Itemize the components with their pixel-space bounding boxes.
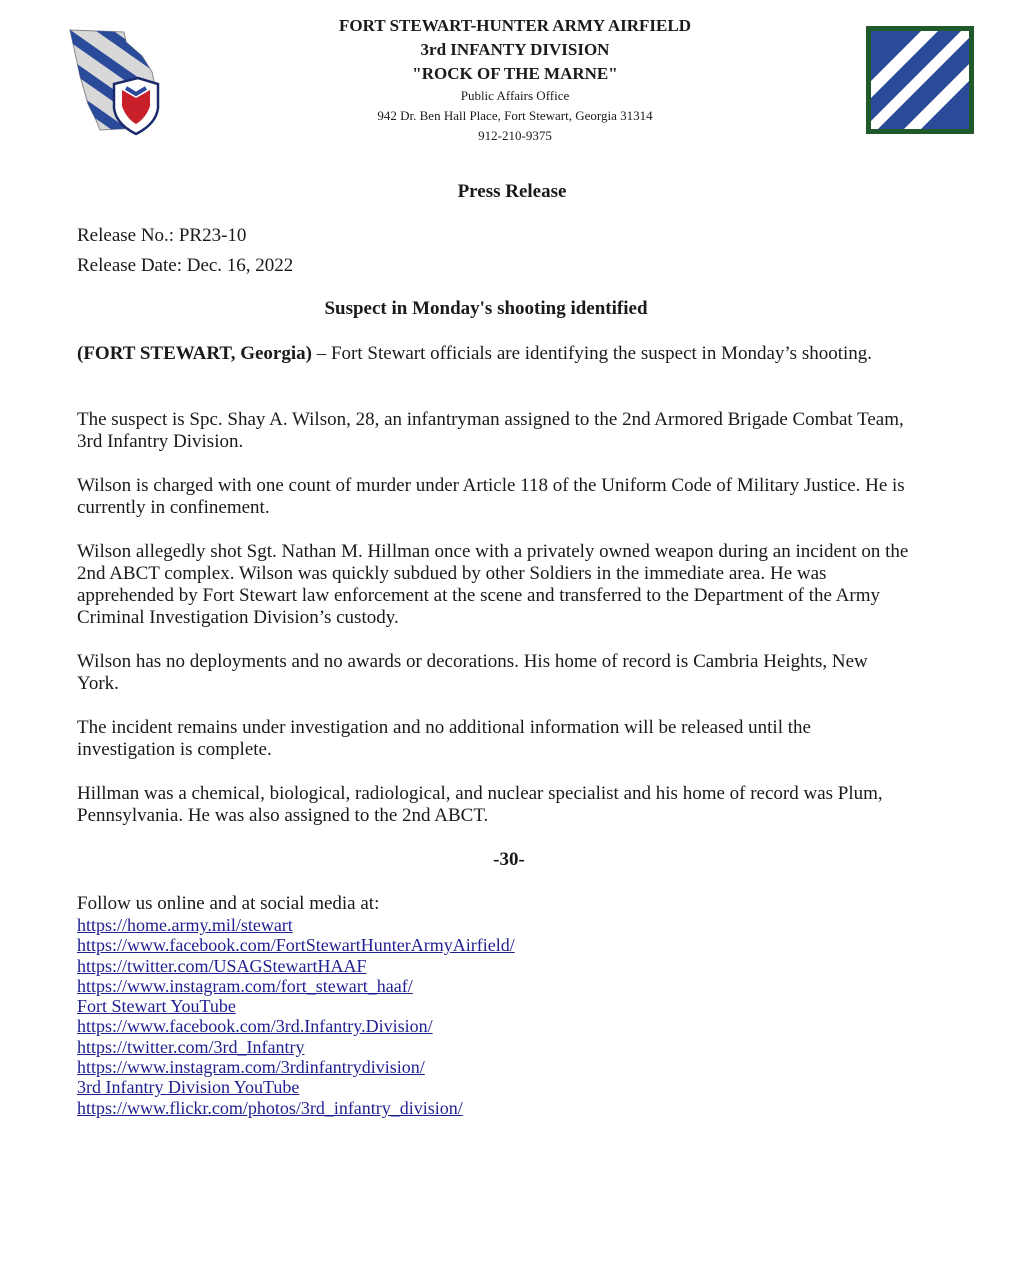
list-item — [77, 1098, 515, 1118]
link-twitter-3rd-infantry[interactable]: https://twitter.com/3rd_Infantry — [77, 1036, 305, 1057]
list-item — [77, 1077, 515, 1097]
georgia-shield-logo — [66, 28, 162, 136]
letterhead-motto: "ROCK OF THE MARNE" — [412, 64, 618, 83]
list-item — [77, 935, 515, 955]
list-item — [77, 956, 515, 976]
paragraph-6: The incident remains under investigation and no additional information will be released until the investigation is complete. — [77, 717, 811, 760]
paragraph-5: Wilson has no deployments and no awards or decorations. His home of record is Cambria Heights, New York. — [77, 651, 868, 694]
letterhead-office: Public Affairs Office — [460, 88, 570, 103]
list-item — [77, 915, 515, 935]
link-facebook-fort-stewart[interactable]: https://www.facebook.com/FortStewartHunterArmyAirfield/ — [77, 935, 515, 956]
list-item — [77, 1057, 515, 1077]
paragraph-2: The suspect is Spc. Shay A. Wilson, 28, an infantryman assigned to the 2nd Armored Brigade Combat Team, 3rd Infantry Division. — [77, 409, 904, 452]
3rd-infantry-division-patch-logo — [866, 26, 974, 134]
link-instagram-3rd-infantry[interactable]: https://www.instagram.com/3rdinfantrydivision/ — [77, 1057, 425, 1078]
link-3rd-infantry-youtube[interactable]: 3rd Infantry Division YouTube — [77, 1077, 300, 1098]
letterhead-installation: FORT STEWART-HUNTER ARMY AIRFIELD — [339, 16, 691, 35]
link-facebook-3rd-infantry[interactable]: https://www.facebook.com/3rd.Infantry.Division/ — [77, 1016, 433, 1037]
link-twitter-usag-stewart[interactable]: https://twitter.com/USAGStewartHAAF — [77, 955, 367, 976]
list-item — [77, 1016, 515, 1036]
list-item — [77, 996, 515, 1016]
letterhead — [250, 14, 780, 146]
paragraph-4: Wilson allegedly shot Sgt. Nathan M. Hillman once with a privately owned weapon during an incident on the 2nd ABCT complex. Wilson was quickly subdued by other Soldiers in the immediate area. He was apprehended by Fort Stewart law enforcement at the scene and transferred to the Department of the Army Criminal Investigation Division’s custody. — [77, 541, 909, 628]
letterhead-division: 3rd INFANTY DIVISION — [420, 40, 610, 59]
social-links-list — [77, 915, 515, 1118]
link-instagram-fort-stewart[interactable]: https://www.instagram.com/fort_stewart_haaf/ — [77, 975, 413, 996]
dateline: (FORT STEWART, Georgia) — [77, 343, 312, 364]
division-patch-graphic — [866, 26, 974, 134]
headline: Suspect in Monday's shooting identified — [324, 298, 648, 319]
paragraph-1-text: – Fort Stewart officials are identifying the suspect in Monday’s shooting. — [311, 343, 873, 364]
paragraph-3: Wilson is charged with one count of murder under Article 118 of the Uniform Code of Military Justice. He is currently in confinement. — [77, 475, 905, 518]
paragraph-7: Hillman was a chemical, biological, radiological, and nuclear specialist and his home of record was Plum, Pennsylvania. He was also assigned to the 2nd ABCT. — [77, 783, 883, 826]
link-flickr-3rd-infantry[interactable]: https://www.flickr.com/photos/3rd_infantry_division/ — [77, 1097, 463, 1118]
paragraph-1 — [77, 343, 907, 365]
list-item — [77, 976, 515, 996]
release-date: Release Date: Dec. 16, 2022 — [77, 255, 294, 276]
georgia-shield-logo-graphic — [66, 28, 162, 136]
list-item — [77, 1037, 515, 1057]
link-fort-stewart-youtube[interactable]: Fort Stewart YouTube — [77, 996, 236, 1017]
link-army-stewart[interactable]: https://home.army.mil/stewart — [77, 915, 293, 935]
release-number: Release No.: PR23-10 — [77, 225, 247, 246]
follow-intro: Follow us online and at social media at: — [77, 893, 380, 914]
letterhead-address: 942 Dr. Ben Hall Place, Fort Stewart, Georgia 31314 — [377, 108, 653, 123]
letterhead-phone: 912-210-9375 — [478, 128, 552, 143]
end-mark: -30- — [493, 849, 525, 870]
document-title: Press Release — [457, 181, 567, 202]
